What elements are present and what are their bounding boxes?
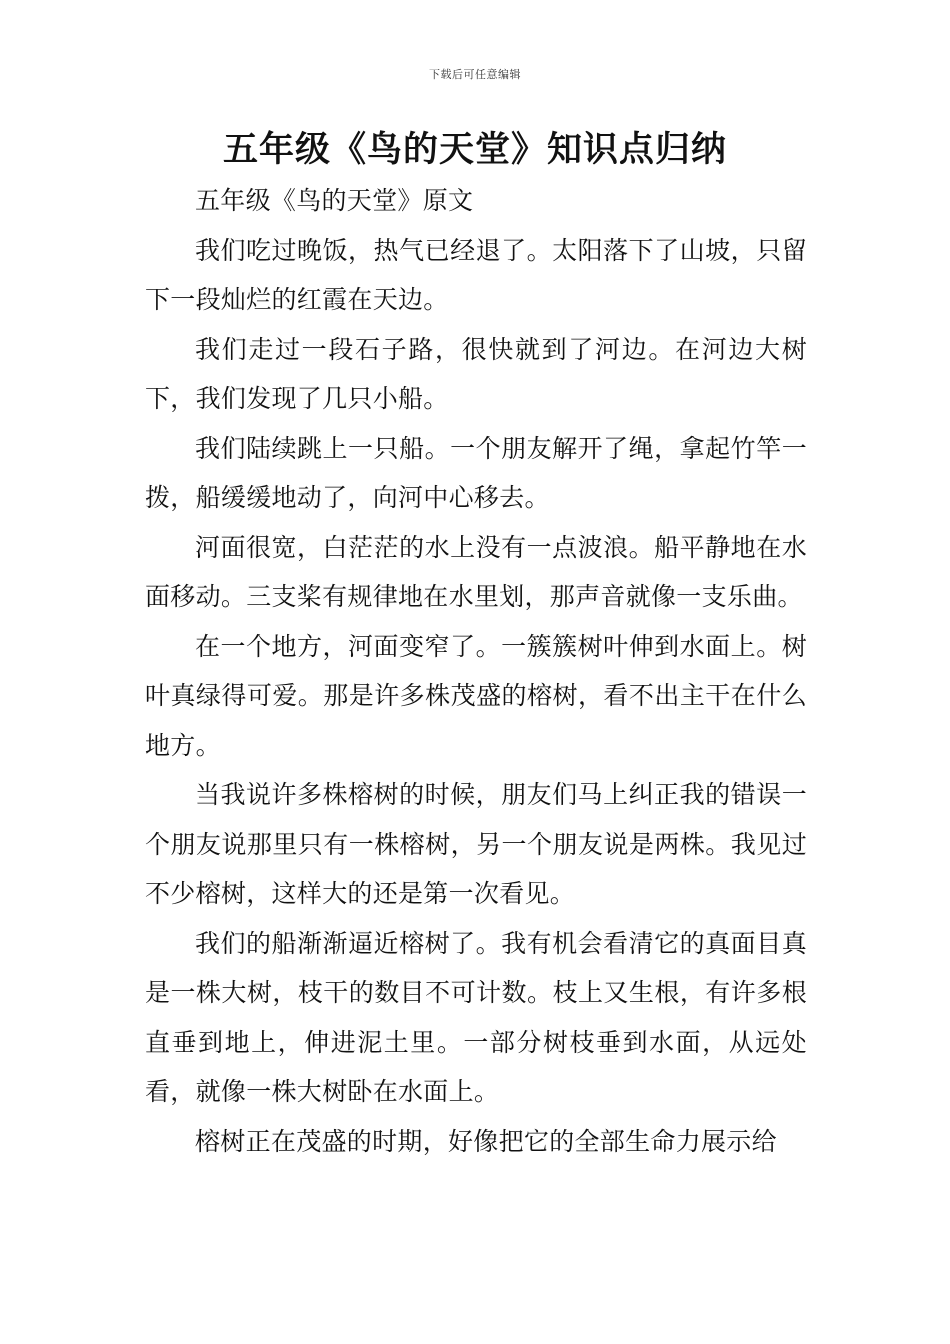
document-title: 五年级《鸟的天堂》知识点归纳: [222, 129, 727, 170]
paragraph: 当我说许多株榕树的时候，朋友们马上纠正我的错误一个朋友说那里只有一株榕树，另一个朋友说是两株。我见过不少榕树，这样大的还是第一次看见。: [145, 780, 807, 908]
header-note: 下载后可任意编辑: [429, 68, 521, 81]
paragraph: 河面很宽，白茫茫的水上没有一点波浪。船平静地在水面移动。三支桨有规律地在水里划，那声音就像一支乐曲。: [145, 532, 807, 611]
paragraph: 榕树正在茂盛的时期，好像把它的全部生命力展示给: [195, 1126, 777, 1156]
document-body: [145, 176, 807, 1166]
paragraph: 在一个地方，河面变窄了。一簇簇树叶伸到水面上。树叶真绿得可爱。那是许多株茂盛的榕树，看不出主干在什么地方。: [145, 631, 807, 760]
paragraph: 我们走过一段石子路，很快就到了河边。在河边大树下，我们发现了几只小船。: [145, 334, 807, 413]
paragraph: 我们的船渐渐逼近榕树了。我有机会看清它的真面目真是一株大树，枝干的数目不可计数。枝上又生根，有许多根直垂到地上，伸进泥土里。一部分树枝垂到水面，从远处看，就像一株大树卧在水面上。: [145, 928, 807, 1106]
paragraph: 我们吃过晚饭，热气已经退了。太阳落下了山坡，只留下一段灿烂的红霞在天边。: [145, 235, 807, 314]
paragraph: 五年级《鸟的天堂》原文: [195, 186, 474, 215]
paragraph: 我们陆续跳上一只船。一个朋友解开了绳，拿起竹竿一拨，船缓缓地动了，向河中心移去。: [145, 433, 807, 512]
